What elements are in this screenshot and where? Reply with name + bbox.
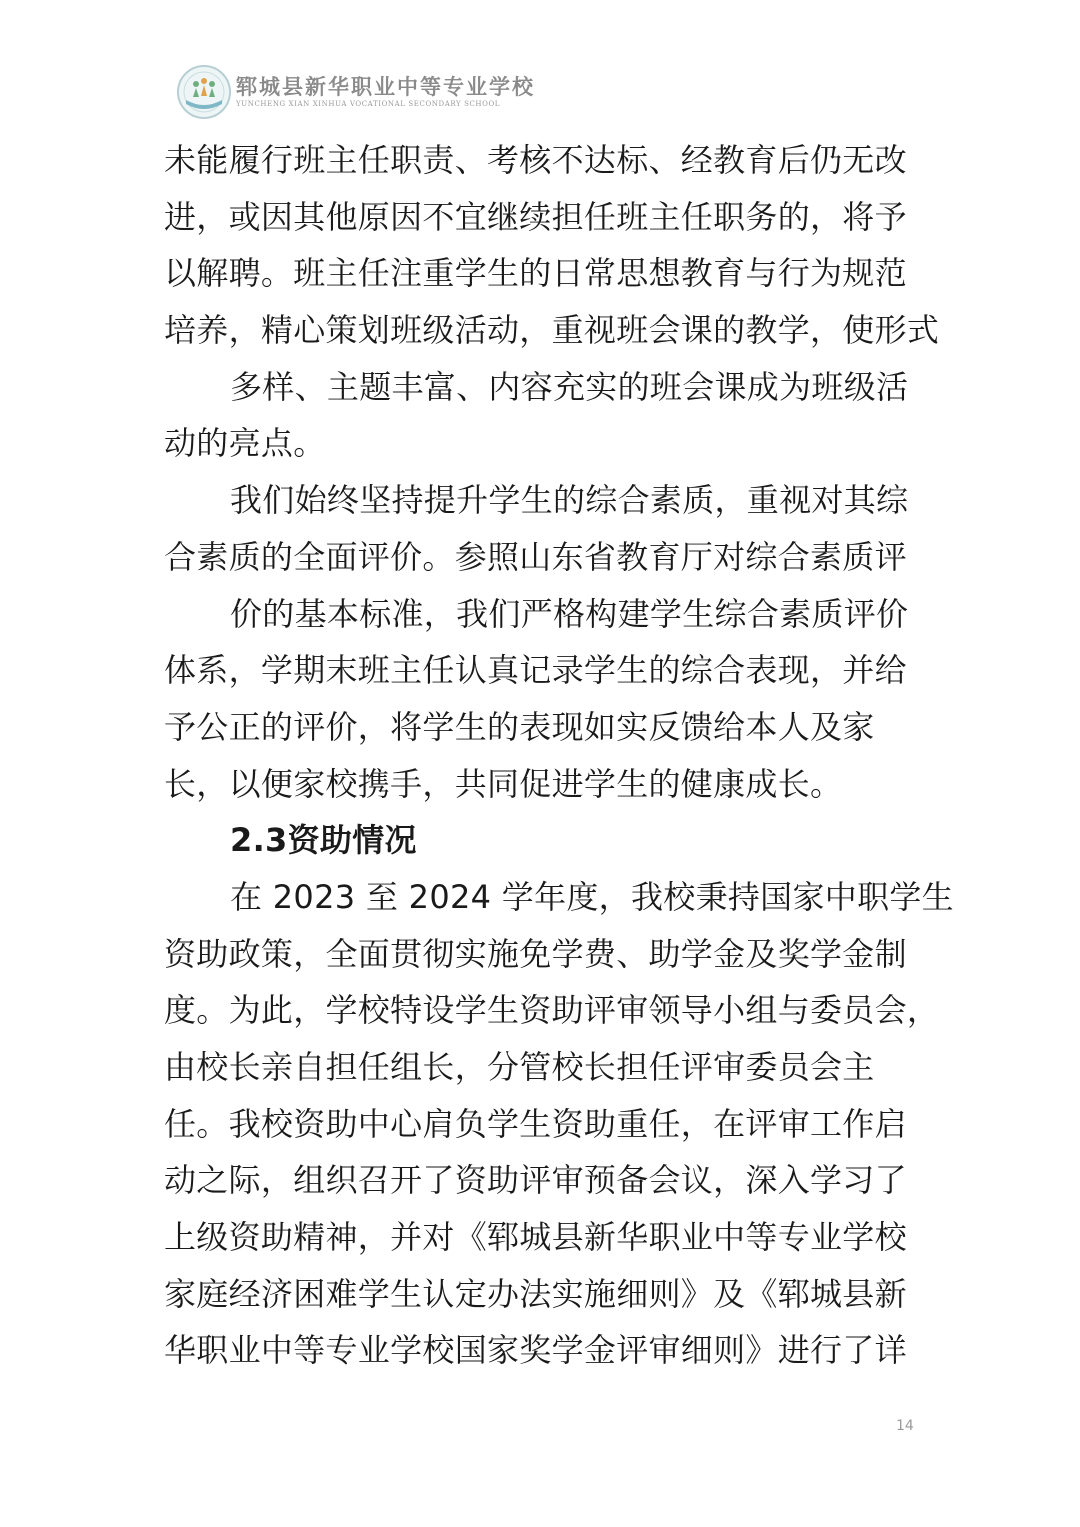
body-line: 上级资助精神，并对《郓城县新华职业中等专业学校 [164, 1218, 907, 1257]
body-line: 长，以便家校携手，共同促进学生的健康成长。 [164, 764, 843, 803]
body-line: 价的基本标准，我们严格构建学生综合素质评价 [230, 594, 909, 633]
section-heading: 2.3资助情况 [230, 821, 417, 860]
body-line: 我们始终坚持提升学生的综合素质，重视对其综 [230, 481, 909, 520]
page-body [164, 132, 954, 1379]
body-line: 多样、主题丰富、内容充实的班会课成为班级活 [230, 367, 909, 406]
body-line: 动的亮点。 [164, 424, 326, 463]
body-line: 以解聘。班主任注重学生的日常思想教育与行为规范 [164, 254, 907, 293]
body-line: 度。为此，学校特设学生资助评审领导小组与委员会， [164, 991, 940, 1030]
body-line: 任。我校资助中心肩负学生资助重任，在评审工作启 [164, 1104, 907, 1143]
body-line: 进，或因其他原因不宜继续担任班主任职务的，将予 [164, 197, 907, 236]
school-name: 郓城县新华职业中等专业学校 [236, 74, 535, 99]
school-name-english: YUNCHENG XIAN XINHUA VOCATIONAL SECONDARY SCHOOL [236, 100, 501, 108]
body-line: 未能履行班主任职责、考核不达标、经教育后仍无改 [164, 141, 907, 179]
body-line: 资助政策，全面贯彻实施免学费、助学金及奖学金制 [164, 934, 907, 973]
body-line: 合素质的全面评价。参照山东省教育厅对综合素质评 [164, 537, 907, 576]
body-line: 体系，学期末班主任认真记录学生的综合表现，并给 [164, 651, 907, 690]
body-line: 由校长亲自担任组长，分管校长担任评审委员会主 [164, 1048, 875, 1086]
body-line: 予公正的评价，将学生的表现如实反馈给本人及家 [164, 707, 875, 746]
body-line: 在 2023 至 2024 学年度，我校秉持国家中职学生 [230, 877, 954, 916]
body-line: 动之际，组织召开了资助评审预备会议，深入学习了 [164, 1161, 907, 1200]
school-logo-icon [176, 64, 232, 120]
page-number: 14 [896, 1418, 914, 1434]
page-header [176, 64, 535, 120]
body-line: 家庭经济困难学生认定办法实施细则》及《郓城县新 [164, 1274, 907, 1313]
body-line: 培养，精心策划班级活动，重视班会课的教学，使形式 [164, 311, 940, 350]
body-line: 华职业中等专业学校国家奖学金评审细则》进行了详 [164, 1331, 907, 1370]
